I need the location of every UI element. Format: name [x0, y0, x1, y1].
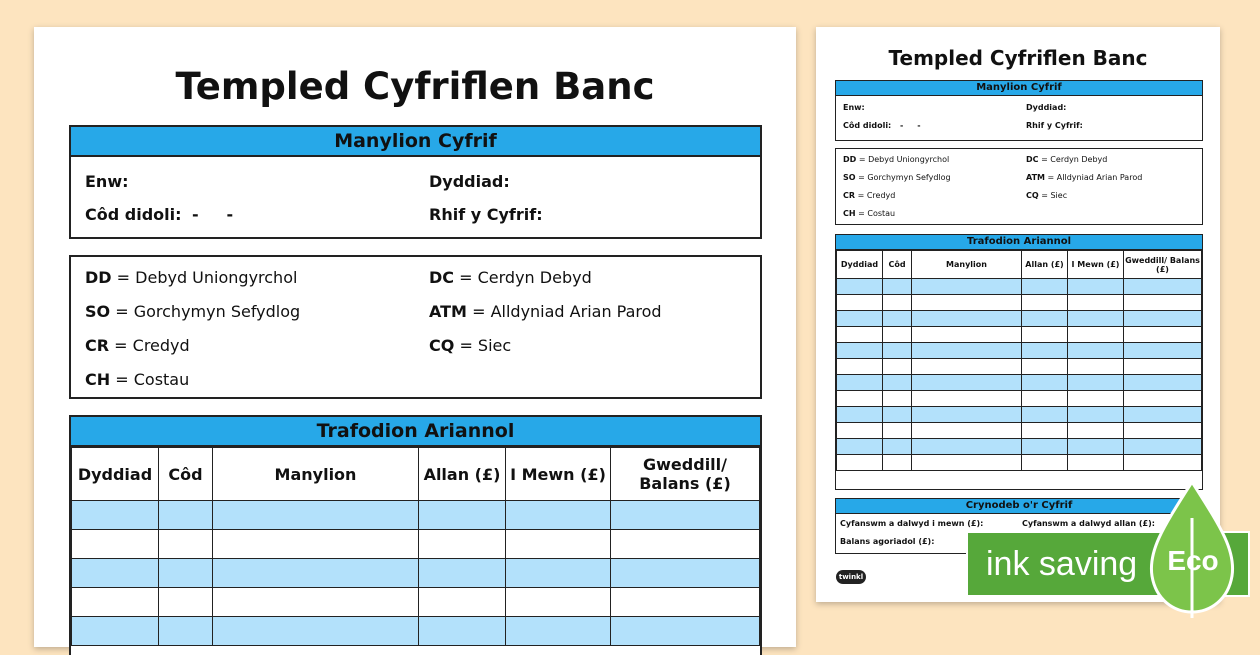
code-key-item: CH = Costau: [843, 209, 896, 218]
column-header: I Mewn (£): [506, 448, 611, 501]
table-row: [837, 423, 1202, 439]
account-number-label: Rhif y Cyfrif:: [429, 205, 543, 224]
main-page-preview: [34, 27, 796, 647]
column-header: Manylion: [912, 251, 1022, 279]
code-key-item: CR = Credyd: [843, 191, 896, 200]
code-key-item: CR = Credyd: [85, 336, 190, 355]
transactions-header-row: [72, 448, 760, 501]
code-key-item: DD = Debyd Uniongyrchol: [85, 268, 298, 287]
column-header: Gweddill/ Balans (£): [611, 448, 760, 501]
code-key-item: ATM = Alldyniad Arian Parod: [1026, 173, 1143, 182]
transactions-table: [71, 447, 760, 646]
table-row: [837, 359, 1202, 375]
twinkl-logo: twinkl: [836, 570, 866, 584]
code-key-item: CH = Costau: [85, 370, 190, 389]
code-key-item: SO = Gorchymyn Sefydlog: [843, 173, 951, 182]
codes-key-box: [69, 255, 762, 399]
code-key-item: SO = Gorchymyn Sefydlog: [85, 302, 301, 321]
sort-code-label-small: Côd didoli:: [843, 121, 892, 130]
table-row: [837, 279, 1202, 295]
table-row: [837, 439, 1202, 455]
table-row: [837, 327, 1202, 343]
column-header: Dyddiad: [837, 251, 883, 279]
transactions-box-small: [835, 234, 1203, 490]
column-header: Manylion: [213, 448, 419, 501]
table-row: [72, 501, 760, 530]
column-header: Gweddill/ Balans (£): [1124, 251, 1202, 279]
account-details-heading-small: Manylion Cyfrif: [836, 81, 1202, 96]
total-in-label: Cyfanswm a dalwyd i mewn (£):: [840, 519, 984, 528]
transactions-box: [69, 415, 762, 655]
transactions-heading: Trafodion Ariannol: [71, 417, 760, 447]
table-row: [837, 343, 1202, 359]
table-row: [72, 588, 760, 617]
account-details-box-small: [835, 80, 1203, 141]
column-header: Côd: [159, 448, 213, 501]
date-label: Dyddiad:: [429, 172, 510, 191]
column-header: Allan (£): [1022, 251, 1068, 279]
table-row: [837, 311, 1202, 327]
sort-code-label: Côd didoli:: [85, 205, 182, 224]
name-label-small: Enw:: [843, 103, 865, 112]
column-header: Dyddiad: [72, 448, 159, 501]
column-header: Côd: [883, 251, 912, 279]
table-row: [837, 391, 1202, 407]
table-row: [837, 375, 1202, 391]
table-row: [72, 559, 760, 588]
column-header: I Mewn (£): [1068, 251, 1124, 279]
table-row: [837, 295, 1202, 311]
summary-heading-small: Crynodeb o'r Cyfrif: [836, 499, 1202, 514]
opening-balance-label: Balans agoriadol (£):: [840, 537, 935, 546]
code-key-item: ATM = Alldyniad Arian Parod: [429, 302, 662, 321]
table-row: [837, 455, 1202, 471]
table-row: [72, 617, 760, 646]
sort-code-separators-small: - -: [900, 121, 921, 130]
transactions-header-row: [837, 251, 1202, 279]
table-row: [837, 407, 1202, 423]
code-key-item: CQ = Siec: [429, 336, 512, 355]
account-number-label-small: Rhif y Cyfrif:: [1026, 121, 1083, 130]
transactions-table-small: [836, 250, 1202, 471]
code-key-item: DC = Cerdyn Debyd: [1026, 155, 1108, 164]
account-details-heading: Manylion Cyfrif: [71, 127, 760, 157]
document-title-small: Templed Cyfriflen Banc: [888, 46, 1148, 70]
date-label-small: Dyddiad:: [1026, 103, 1067, 112]
table-row: [72, 530, 760, 559]
transactions-heading-small: Trafodion Ariannol: [836, 235, 1202, 250]
code-key-item: DC = Cerdyn Debyd: [429, 268, 592, 287]
eco-label: Eco: [1167, 545, 1219, 576]
code-key-item: CQ = Siec: [1026, 191, 1068, 200]
code-key-item: DD = Debyd Uniongyrchol: [843, 155, 950, 164]
name-label: Enw:: [85, 172, 129, 191]
total-out-label: Cyfanswm a dalwyd allan (£):: [1022, 519, 1155, 528]
column-header: Allan (£): [419, 448, 506, 501]
ink-saving-text: ink saving: [986, 545, 1138, 583]
document-title: Templed Cyfriflen Banc: [175, 65, 655, 108]
account-details-box: [69, 125, 762, 239]
codes-key-box-small: [835, 148, 1203, 225]
sort-code-separators: - -: [192, 205, 234, 224]
